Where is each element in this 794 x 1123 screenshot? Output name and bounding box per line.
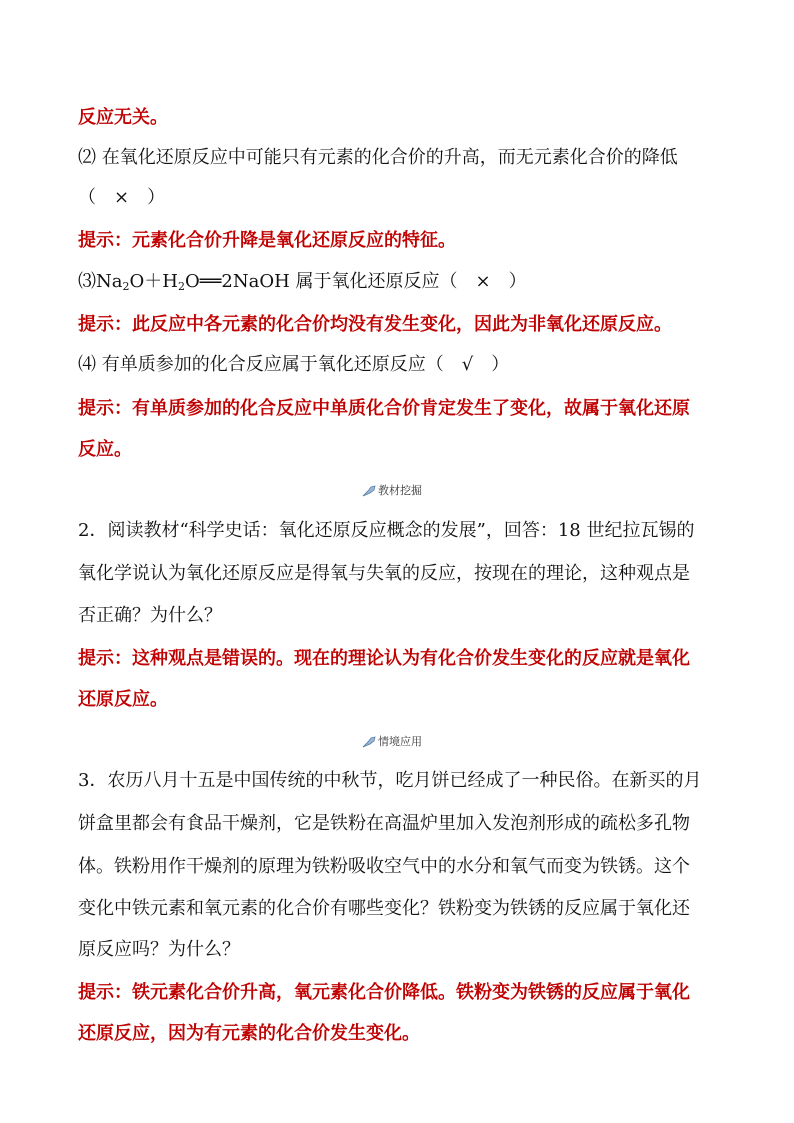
section-header-application	[362, 735, 422, 749]
formula-part: ⑶Na	[78, 271, 123, 292]
question-3-line: 原反应吗？为什么？	[78, 939, 240, 960]
hint-text: 提示：这种观点是错误的。现在的理论认为有化合价发生变化的反应就是氧化	[78, 648, 690, 669]
hint-text: 提示：铁元素化合价升高，氧元素化合价降低。铁粉变为铁锈的反应属于氧化	[78, 982, 690, 1003]
hint-text: 提示：此反应中各元素的化合价均没有发生变化，因此为非氧化还原反应。	[78, 314, 672, 335]
hint-text: 提示：元素化合价升降是氧化还原反应的特征。	[78, 230, 456, 251]
hint-text: 反应。	[78, 439, 132, 460]
formula-subscript: 2	[177, 280, 185, 293]
answer-mark: （ × ）	[78, 187, 166, 208]
hint-text: 还原反应，因为有元素的化合价发生变化。	[78, 1023, 420, 1044]
section-header-label: 情境应用	[378, 735, 422, 748]
question-2-line: 氧化学说认为氧化还原反应是得氧与失氧的反应，按现在的理论，这种观点是	[78, 563, 690, 584]
question-2-line: 否正确？为什么？	[78, 605, 222, 626]
question-3-line: 体。铁粉用作干燥剂的原理为铁粉吸收空气中的水分和氧气而变为铁锈。这个	[78, 856, 690, 877]
hint-text: 提示：有单质参加的化合反应中单质化合价肯定发生了变化，故属于氧化还原	[78, 398, 690, 419]
section-header-label: 教材挖掘	[378, 484, 422, 497]
formula-part: O══2NaOH 属于氧化还原反应（ × ）	[184, 271, 527, 292]
pen-nib-icon	[362, 736, 376, 748]
hint-text: 还原反应。	[78, 689, 168, 710]
question-3-line: 变化中铁元素和氧元素的化合价有哪些变化？铁粉变为铁锈的反应属于氧化还	[78, 898, 690, 919]
pen-nib-icon	[362, 485, 376, 497]
formula-part: O＋H	[129, 271, 178, 292]
question-item-4: ⑷ 有单质参加的化合反应属于氧化还原反应（ √ ）	[78, 354, 510, 375]
question-item-2: ⑵ 在氧化还原反应中可能只有元素的化合价的升高，而无元素化合价的降低	[78, 147, 678, 168]
formula-subscript: 2	[122, 280, 130, 293]
question-2: 2．阅读教材“科学史话：氧化还原反应概念的发展”，回答：18 世纪拉瓦锡的	[78, 520, 695, 541]
question-3-line: 饼盒里都会有食品干燥剂，它是铁粉在高温炉里加入发泡剂形成的疏松多孔物	[78, 813, 690, 834]
hint-continuation: 反应无关。	[78, 107, 168, 128]
section-header-textbook	[362, 484, 422, 498]
question-item-3	[78, 270, 527, 299]
question-3: 3．农历八月十五是中国传统的中秋节，吃月饼已经成了一种民俗。在新买的月	[78, 770, 702, 791]
